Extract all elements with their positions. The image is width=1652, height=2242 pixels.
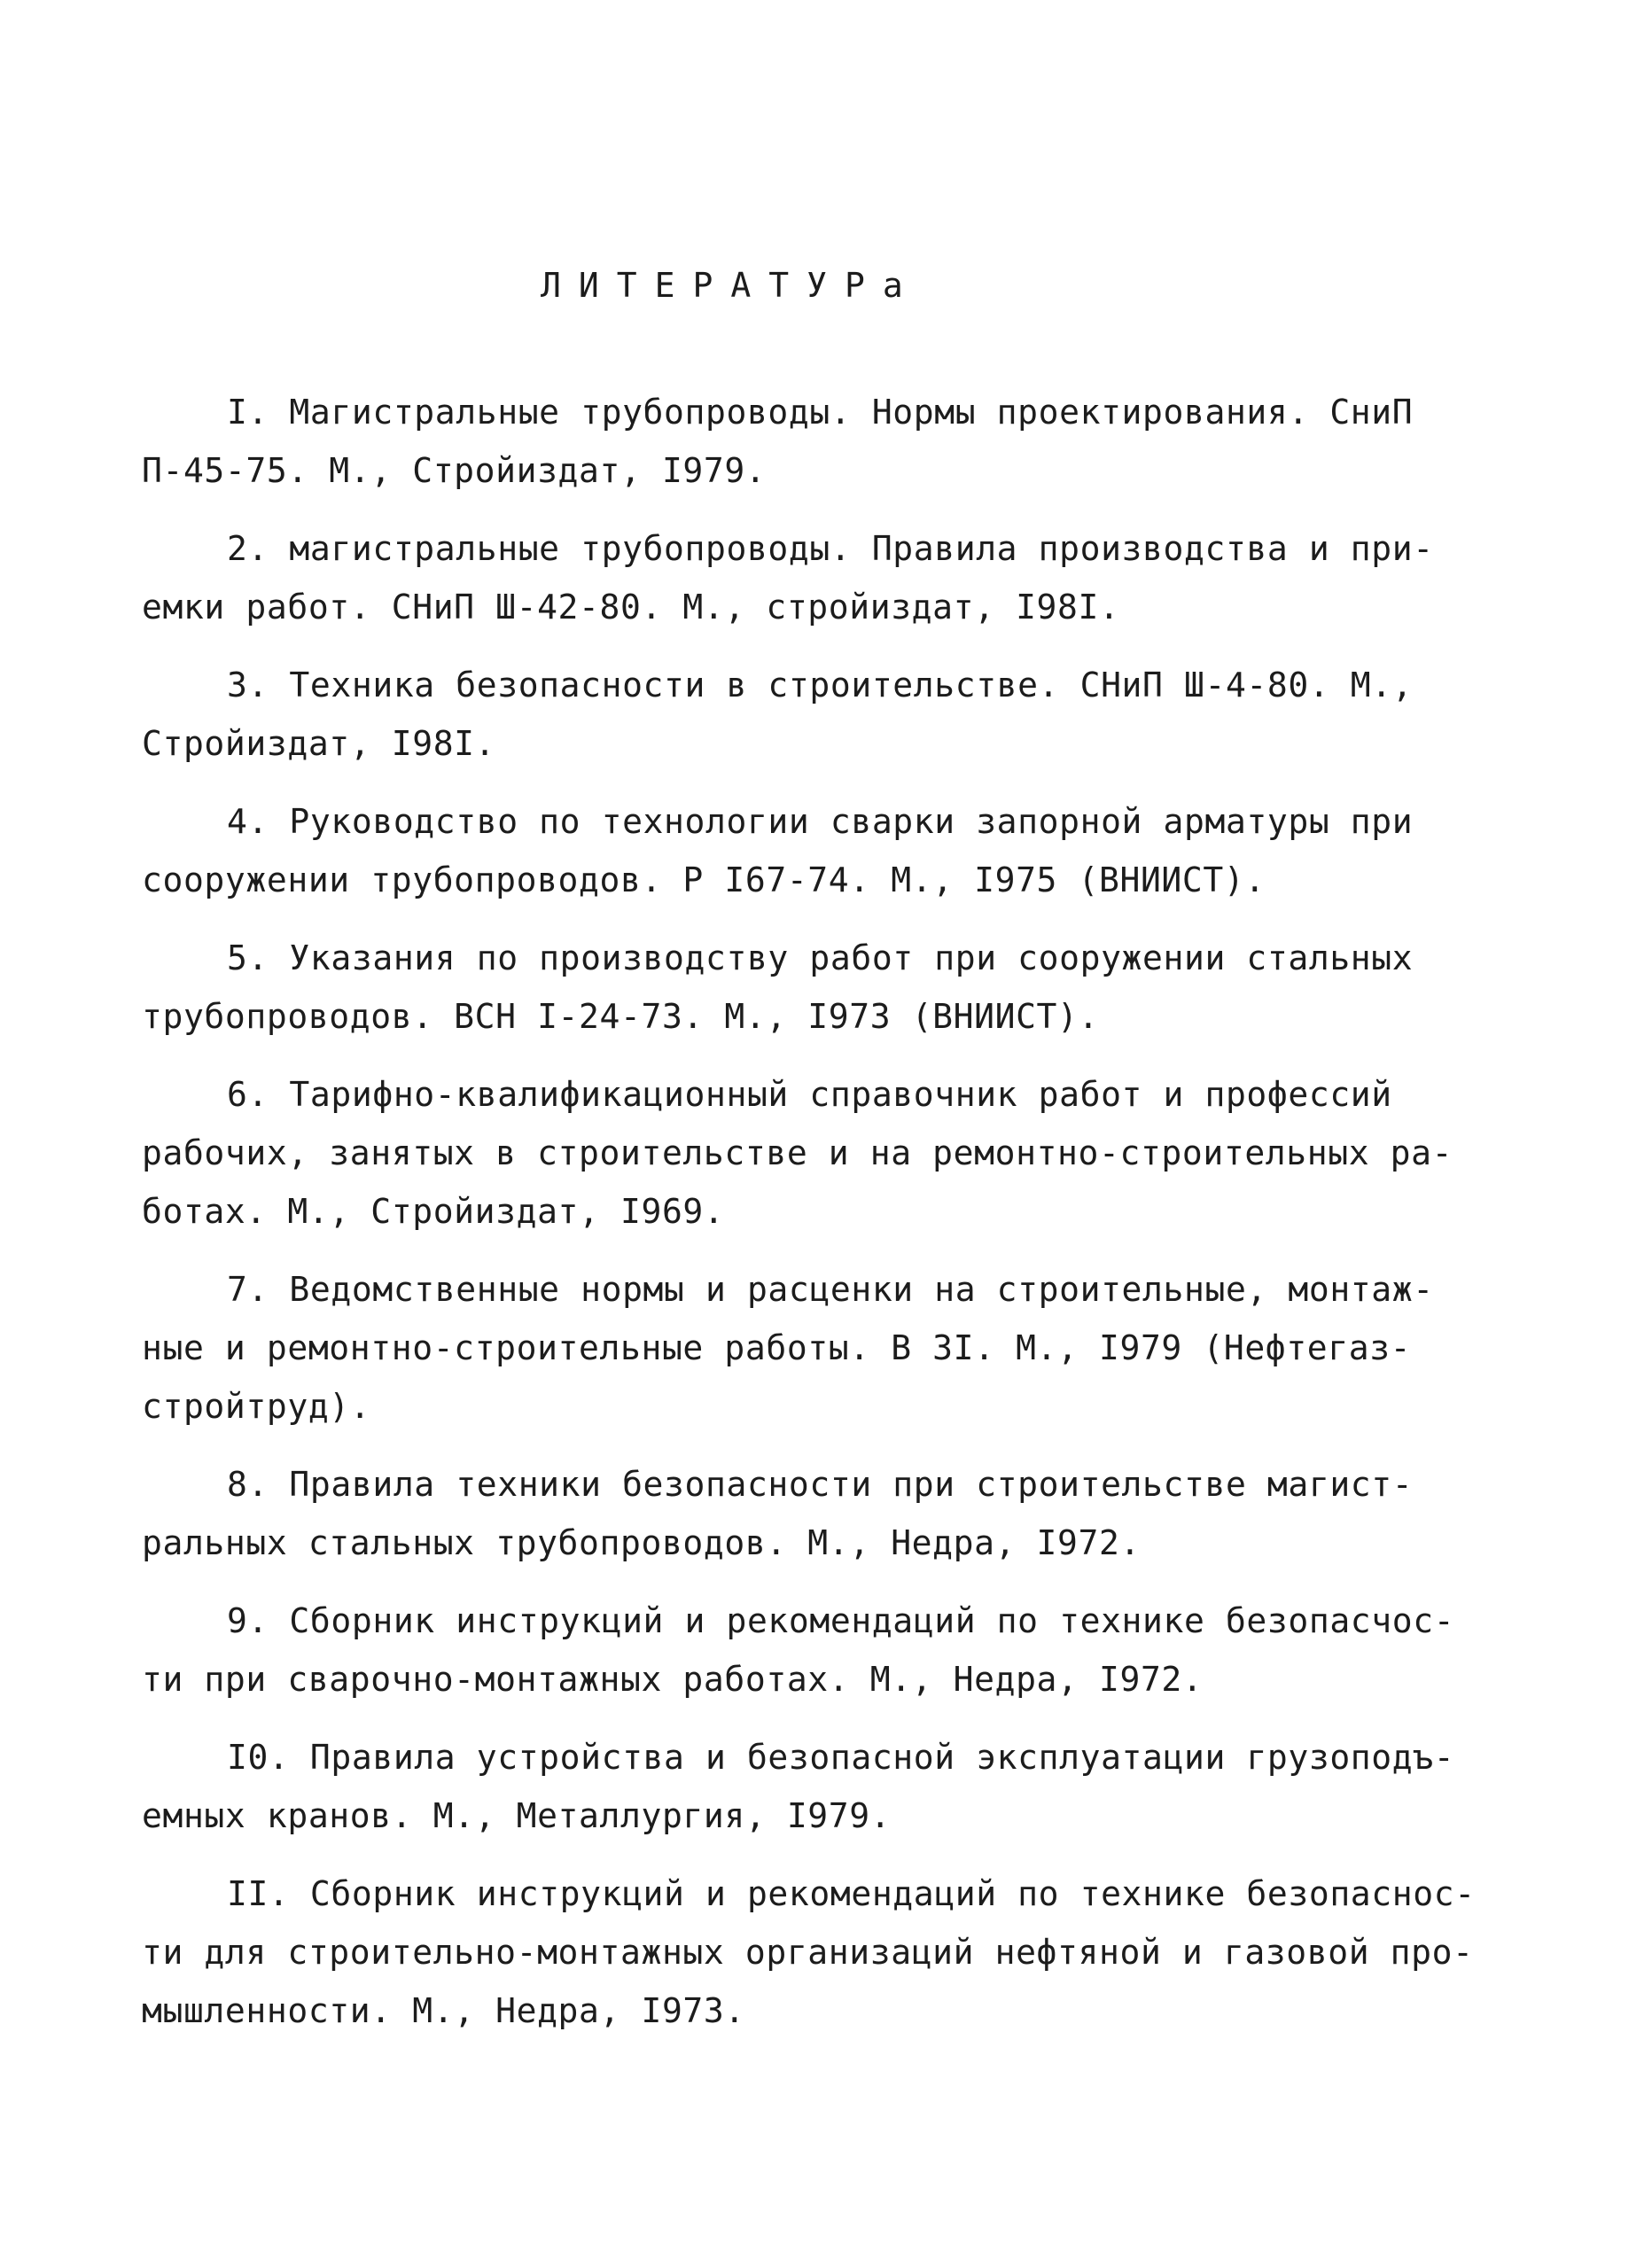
reference-line: 4. Руководство по технологии сварки запорной арматуры при — [227, 802, 1414, 841]
reference-line: стройтруд). — [142, 1387, 371, 1426]
reference-line: емки работ. СНиП Ш-42-80. М., стройиздат, I98I. — [142, 588, 1120, 627]
reference-line: емных кранов. М., Металлургия, I979. — [142, 1796, 892, 1835]
reference-item-9 — [142, 1592, 1455, 1709]
reference-item-6 — [142, 1065, 1453, 1241]
reference-line: II. Сборник инструкций и рекомендаций по технике безопаснос- — [227, 1874, 1476, 1913]
reference-line: мышленности. М., Недра, I973. — [142, 1991, 745, 2030]
reference-line: 9. Сборник инструкций и рекомендаций по технике безопасчос- — [227, 1601, 1455, 1640]
reference-line: 5. Указания по производству работ при сооружении стальных — [227, 938, 1414, 977]
reference-item-5 — [142, 929, 1414, 1046]
reference-line: I. Магистральные трубопроводы. Нормы проектирования. СниП — [227, 393, 1414, 432]
reference-item-8 — [142, 1455, 1414, 1572]
reference-item-1 — [142, 383, 1414, 500]
reference-line: трубопроводов. ВСН I-24-73. М., I973 (ВНИИСТ). — [142, 997, 1099, 1036]
reference-item-7 — [142, 1260, 1434, 1436]
reference-line: ральных стальных трубопроводов. М., Недра, I972. — [142, 1523, 1141, 1562]
reference-line: 2. магистральные трубопроводы. Правила производства и при- — [227, 529, 1434, 568]
reference-line: сооружении трубопроводов. Р I67-74. М., I975 (ВНИИСТ). — [142, 860, 1266, 899]
reference-list — [142, 383, 1476, 2059]
reference-line: П-45-75. М., Стройиздат, I979. — [142, 451, 767, 490]
reference-item-11 — [142, 1864, 1476, 2040]
reference-item-3 — [142, 656, 1414, 773]
reference-line: 7. Ведомственные нормы и расценки на строительные, монтаж- — [227, 1270, 1434, 1309]
reference-line: 6. Тарифно-квалификационный справочник работ и профессий — [227, 1075, 1392, 1114]
reference-line: ти при сварочно-монтажных работах. М., Недра, I972. — [142, 1660, 1204, 1699]
reference-line: ные и ремонтно-строительные работы. В 3I. М., I979 (Нефтегаз- — [142, 1328, 1412, 1367]
reference-line: ти для строительно-монтажных организаций нефтяной и газовой про- — [142, 1933, 1474, 1972]
reference-line: ботах. М., Стройиздат, I969. — [142, 1192, 725, 1231]
reference-line: Стройиздат, I98I. — [142, 724, 496, 763]
reference-line: 8. Правила техники безопасности при строительстве магист- — [227, 1465, 1414, 1504]
reference-item-10 — [142, 1728, 1455, 1845]
reference-line: 3. Техника безопасности в строительстве. СНиП Ш-4-80. М., — [227, 666, 1414, 705]
page-title: ЛИТЕРАТУРа — [541, 266, 921, 305]
reference-item-4 — [142, 792, 1414, 909]
reference-line: I0. Правила устройства и безопасной эксплуатации грузоподъ- — [227, 1738, 1455, 1777]
reference-item-2 — [142, 519, 1434, 636]
reference-line: рабочих, занятых в строительстве и на ремонтно-строительных ра- — [142, 1133, 1453, 1172]
